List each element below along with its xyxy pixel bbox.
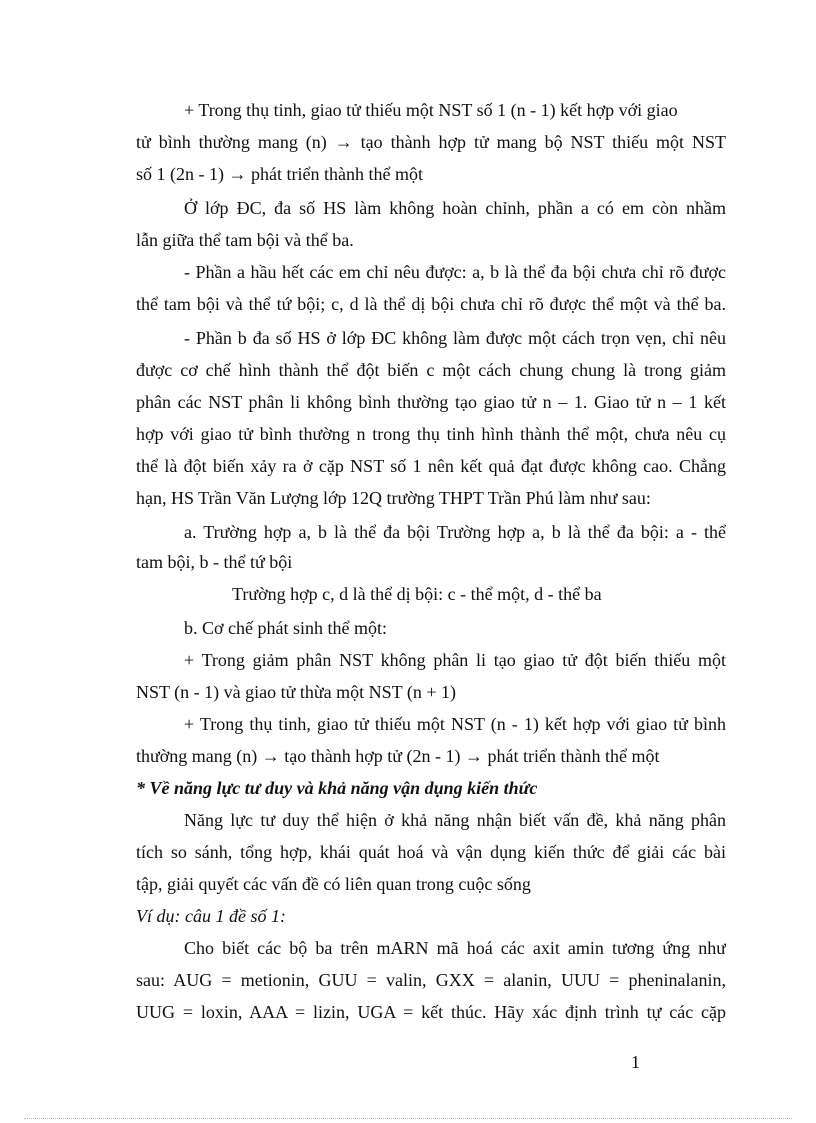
- text-line: thường mang (n) → tạo thành hợp tử (2n - 1) → phát triển thành thể một: [136, 746, 660, 766]
- text-line: lẫn giữa thể tam bội và thể ba.: [136, 230, 354, 250]
- text-line: b. Cơ chế phát sinh thể một:: [184, 618, 387, 638]
- text-line: Năng lực tư duy thể hiện ở khả năng nhận biết vấn đề, khả năng phân: [184, 810, 726, 830]
- text-line: tích so sánh, tổng hợp, khái quát hoá và vận dụng kiến thức để giải các bài: [136, 842, 726, 862]
- text-line: tập, giải quyết các vấn đề có liên quan trong cuộc sống: [136, 874, 531, 894]
- text-line: Trường hợp c, d là thể dị bội: c - thể một, d - thể ba: [232, 584, 602, 604]
- text-line: phân các NST phân li không bình thường tạo giao tử n – 1. Giao tử n – 1 kết: [136, 392, 726, 412]
- example-label: Ví dụ: câu 1 đề số 1:: [136, 906, 286, 926]
- text-line: - Phần a hầu hết các em chỉ nêu được: a, b là thể đa bội chưa chỉ rõ được: [184, 262, 726, 282]
- text-line: sau: AUG = metionin, GUU = valin, GXX = alanin, UUU = pheninalanin,: [136, 970, 726, 990]
- text-line: a. Trường hợp a, b là thể đa bội Trường hợp a, b là thể đa bội: a - thể: [184, 522, 726, 542]
- text-line: tam bội, b - thể tứ bội: [136, 552, 293, 572]
- text-line: được cơ chế hình thành thể đột biến c một cách chung chung là trong giảm: [136, 360, 726, 380]
- text-line: tử bình thường mang (n) → tạo thành hợp tử mang bộ NST thiếu một NST: [136, 132, 726, 152]
- text-line: thể tam bội và thể tứ bội; c, d là thể dị bội chưa chỉ rõ được thể một và thể ba.: [136, 294, 726, 314]
- text-line: + Trong giảm phân NST không phân li tạo giao tử đột biến thiếu một: [184, 650, 726, 670]
- text-line: UUG = loxin, AAA = lizin, UGA = kết thúc. Hãy xác định trình tự các cặp: [136, 1002, 726, 1022]
- text-line: + Trong thụ tinh, giao tử thiếu một NST (n - 1) kết hợp với giao tử bình: [184, 714, 726, 734]
- section-heading: * Về năng lực tư duy và khả năng vận dụng kiến thức: [136, 778, 538, 798]
- text-line: Cho biết các bộ ba trên mARN mã hoá các axit amin tương ứng như: [184, 938, 726, 958]
- footer-divider: [24, 1118, 792, 1119]
- page-number: 1: [631, 1052, 640, 1072]
- text-line: số 1 (2n - 1) → phát triển thành thể một: [136, 164, 423, 184]
- text-line: hợp với giao tử bình thường n trong thụ tinh hình thành thể một, chưa nêu cụ: [136, 424, 726, 444]
- text-line: thể là đột biến xảy ra ở cặp NST số 1 nên kết quả đạt được không cao. Chẳng: [136, 456, 726, 476]
- text-line: - Phần b đa số HS ở lớp ĐC không làm được một cách trọn vẹn, chỉ nêu: [184, 328, 726, 348]
- text-line: hạn, HS Trần Văn Lượng lớp 12Q trường THPT Trần Phú làm như sau:: [136, 488, 651, 508]
- text-line: + Trong thụ tinh, giao tử thiếu một NST số 1 (n - 1) kết hợp với giao: [184, 100, 678, 120]
- text-line: NST (n - 1) và giao tử thừa một NST (n + 1): [136, 682, 456, 702]
- text-line: Ở lớp ĐC, đa số HS làm không hoàn chỉnh, phần a có em còn nhầm: [184, 198, 726, 218]
